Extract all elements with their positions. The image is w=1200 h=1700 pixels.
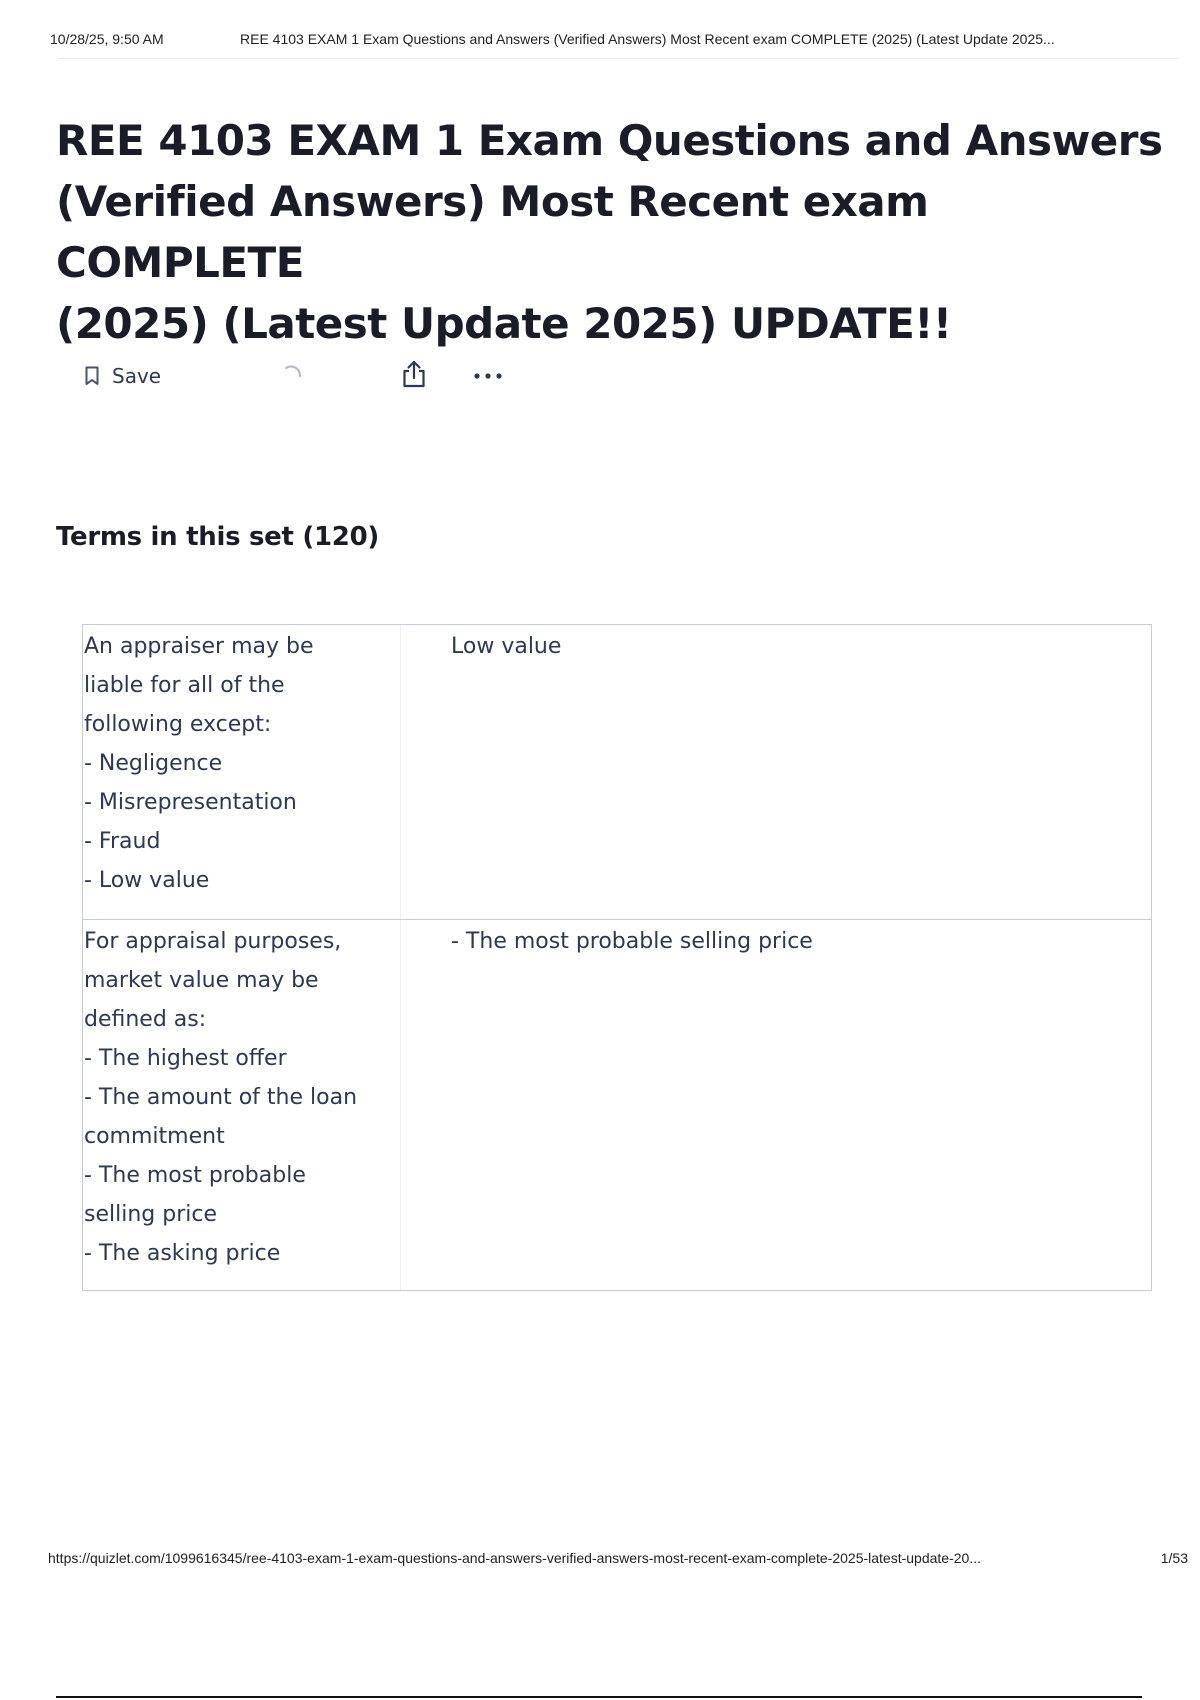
term-line: commitment: [84, 1124, 225, 1149]
terms-count-heading: Terms in this set (120): [56, 522, 379, 552]
page-title-line: (2025) (Latest Update 2025) UPDATE!!: [56, 299, 952, 348]
bookmark-icon: [84, 366, 100, 386]
term-line: - The asking price: [84, 1241, 281, 1266]
term-line: - Fraud: [84, 829, 161, 854]
term-line: - The highest offer: [84, 1046, 287, 1071]
page-bottom-divider: [56, 1696, 1142, 1698]
terms-list: [82, 624, 1152, 1290]
term-line: An appraiser may be: [84, 634, 314, 659]
term-line: selling price: [84, 1202, 217, 1227]
definition-text: Low value: [451, 634, 562, 659]
header-divider: [58, 58, 1178, 59]
print-page-number: 1/53: [1160, 1550, 1188, 1566]
more-options-button[interactable]: [468, 358, 508, 394]
page-title: [56, 110, 1186, 354]
print-header: [50, 28, 1180, 52]
term-line: following except:: [84, 712, 272, 737]
print-footer: [48, 1550, 1188, 1570]
term-card: [82, 919, 1152, 1291]
print-url: https://quizlet.com/1099616345/ree-4103-exam-1-exam-questions-and-answers-verified-answers-most-recent-exam-complete-2025-latest-update-20...: [48, 1550, 981, 1566]
term-card: [82, 624, 1152, 920]
term-line: defined as:: [84, 1007, 207, 1032]
term-line: For appraisal purposes,: [84, 929, 342, 954]
spinner-icon: [279, 362, 305, 388]
term-line: - Negligence: [84, 751, 223, 776]
share-button[interactable]: [396, 358, 432, 394]
print-datetime: 10/28/25, 9:50 AM: [50, 31, 164, 47]
term-line: market value may be: [84, 968, 319, 993]
definition-text: - The most probable selling price: [451, 929, 813, 954]
term-line: - The most probable: [84, 1163, 306, 1188]
print-document-title: REE 4103 EXAM 1 Exam Questions and Answers (Verified Answers) Most Recent exam COMPLETE (2025) (Latest Update 2025...: [240, 31, 1055, 47]
term-text: [83, 920, 401, 1290]
page-title-line: REE 4103 EXAM 1 Exam Questions and Answers: [56, 116, 1163, 165]
term-text: [83, 625, 401, 919]
share-icon: [400, 359, 428, 394]
save-button[interactable]: [84, 360, 161, 392]
term-line: - Low value: [84, 868, 210, 893]
more-horizontal-icon: [472, 367, 504, 385]
set-toolbar: [84, 356, 524, 396]
term-line: liable for all of the: [84, 673, 285, 698]
term-line: - Misrepresentation: [84, 790, 297, 815]
term-line: - The amount of the loan: [84, 1085, 358, 1110]
page-title-line: (Verified Answers) Most Recent exam COMPLETE: [56, 177, 929, 287]
save-label: Save: [112, 364, 162, 388]
